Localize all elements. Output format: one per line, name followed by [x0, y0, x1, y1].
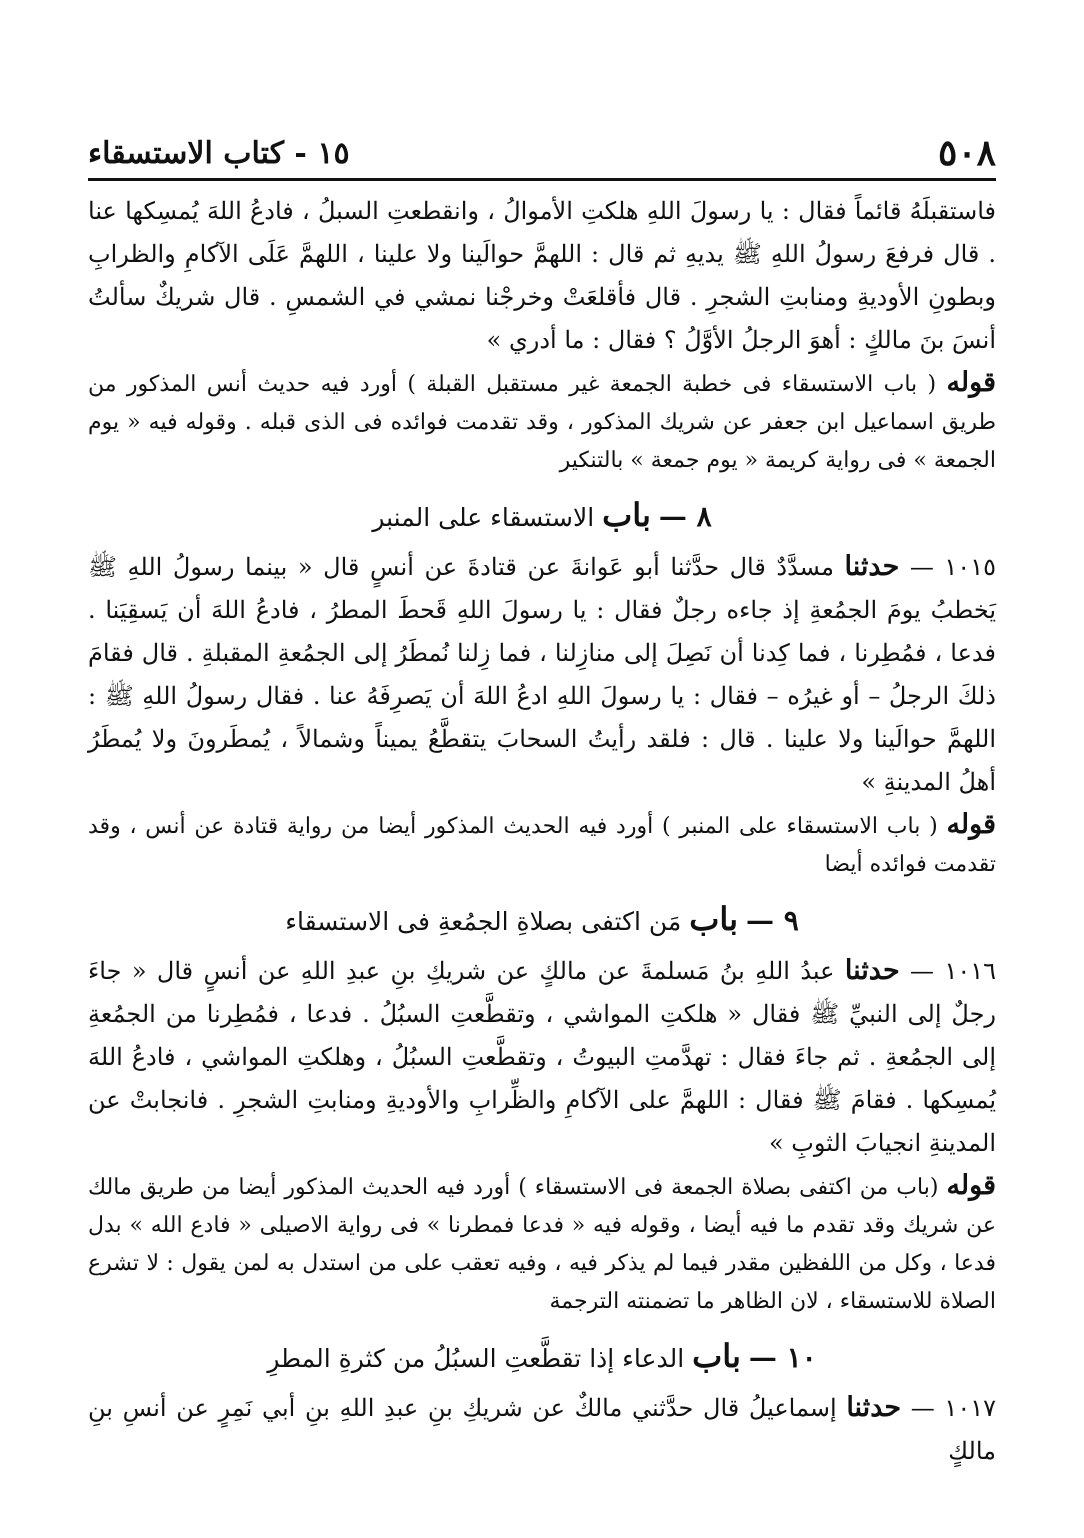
hadith-1016	[88, 949, 996, 1165]
commentary-block	[88, 1167, 996, 1321]
page-header	[88, 128, 996, 181]
hadith-1017	[88, 1386, 996, 1473]
hadith-number: ١٠١٦ —	[910, 957, 996, 985]
hadith-number: ١٠١٧ —	[910, 1394, 996, 1422]
haddathana-mark: حدثنا	[846, 1392, 902, 1423]
hadith-text: فاستقبلَهُ قائماً فقال : يا رسولَ اللهِ هلكتِ الأموالُ ، وانقطعتِ السبلُ ، فادعُ اللهَ يُمسِكها عنا . قال فرفعَ رسولُ اللهِ ﷺ يديهِ ثم قال : اللهمَّ حوالَينا ولا علينا ، اللهمَّ عَلَى الآكامِ والظرابِ وبطونِ الأوديةِ ومنابتِ الشجرِ . قال فأقلعَتْ وخرجْنا نمشي في الشمسِ . قال شريكٌ سألتُ أنسَ بنَ مالكٍ : أهوَ الرجلُ الأوَّلُ ؟ فقال : ما أدري »	[88, 197, 997, 354]
chapter-number: ٩ —	[746, 904, 799, 937]
commentary-lead: قوله	[946, 367, 996, 398]
chapter-word: باب	[689, 900, 739, 938]
chapter-heading-8	[88, 492, 996, 541]
hadith-text: عبدُ اللهِ بنُ مَسلمةَ عن مالكٍ عن شريكِ بنِ عبدِ اللهِ عن أنسٍ قال « جاءَ رجلٌ إلى النبيِّ ﷺ فقال « هلكتِ المواشي ، وتقطَّعتِ السبُلُ . فدعا ، فمُطِرنا من الجمُعةِ إلى الجمُعةِ . ثم جاءَ فقال : تهدَّمتِ البيوتُ ، وتقطَّعتِ السبُلُ ، وهلكتِ المواشي ، فادعُ اللهَ يُمسِكها . فقامَ ﷺ فقال : اللهمَّ على الآكامِ والظِّرابِ والأوديةِ ومنابتِ الشجرِ . فانجابتْ عن المدينةِ انجيابَ الثوبِ »	[88, 957, 996, 1157]
commentary-text: ( باب الاستسقاء على المنبر ) أورد فيه الحديث المذكور أيضا من رواية قتادة عن أنس ، وقد تقدمت فوائده أيضا	[88, 814, 996, 877]
chapter-heading-10	[88, 1333, 996, 1382]
hadith-text: إسماعيلُ قال حدَّثني مالكٌ عن شريكِ بنِ عبدِ اللهِ بنِ أبي نَمِرٍ عن أنسِ بنِ مالكٍ	[88, 1394, 996, 1465]
chapter-title: الدعاء إذا تقطَّعتِ السبُلُ من كثرةِ المطرِ	[267, 1344, 685, 1373]
running-title: ١٥ - كتاب الاستسقاء	[88, 135, 350, 171]
chapter-heading-9	[88, 896, 996, 945]
haddathana-mark: حدثنا	[844, 955, 900, 986]
commentary-text: ( باب الاستسقاء فى خطبة الجمعة غير مستقبل القبلة ) أورد فيه حديث أنس المذكور من طريق اسماعيل ابن جعفر عن شريك المذكور ، وقد تقدمت فوائده فى الذى قبله . وقوله فيه « يوم الجمعة » فى رواية كريمة « يوم جمعة » بالتنكير	[88, 372, 996, 473]
commentary-lead: قوله	[946, 809, 996, 840]
chapter-number: ١٠ —	[748, 1341, 817, 1374]
hadith-1014-continuation	[88, 190, 996, 362]
commentary-lead: قوله	[946, 1170, 996, 1201]
commentary-text: (باب من اكتفى بصلاة الجمعة فى الاستسقاء ) أورد فيه الحديث المذكور أيضا من طريق مالك عن شريك وقد تقدم ما فيه أيضا ، وقوله فيه « فدعا فمطرنا » فى رواية الاصيلى « فادع الله » بدل فدعا ، وكل من اللفظين مقدر فيما لم يذكر فيه ، وفيه تعقب على من استدل به لمن يقول : لا تشرع الصلاة للاستسقاء ، لان الظاهر ما تضمنته الترجمة	[88, 1175, 996, 1314]
haddathana-mark: حدثنا	[844, 551, 900, 582]
chapter-word: باب	[692, 1337, 741, 1375]
hadith-1015	[88, 545, 996, 804]
page-body	[88, 190, 996, 1473]
commentary-block	[88, 364, 996, 480]
chapter-number: ٨ —	[658, 500, 712, 533]
hadith-number: ١٠١٥ —	[909, 553, 996, 581]
chapter-title: مَن اكتفى بصلاةِ الجمُعةِ فى الاستسقاء	[285, 907, 682, 936]
hadith-text: مسدَّدٌ قال حدَّثنا أبو عَوانةَ عن قتادةَ عن أنسٍ قال « بينما رسولُ اللهِ ﷺ يَخطبُ يومَ الجمُعةِ إذ جاءه رجلٌ فقال : يا رسولَ اللهِ قَحطَ المطرُ ، فادعُ اللهَ أن يَسقِيَنا . فدعا ، فمُطِرنا ، فما كِدنا أن نَصِلَ إلى منازِلنا ، فما زِلنا نُمطَرُ إلى الجمُعةِ المقبلةِ . قال فقامَ ذلكَ الرجلُ – أو غيرُه – فقال : يا رسولَ اللهِ ادعُ اللهَ أن يَصرِفَهُ عنا . فقال رسولُ اللهِ ﷺ : اللهمَّ حوالَينا ولا علينا . قال : فلقد رأيتُ السحابَ يتقطَّعُ يميناً وشمالاً ، يُمطَرونَ ولا يُمطَرُ أهلُ المدينةِ »	[88, 553, 996, 796]
chapter-word: باب	[602, 496, 651, 534]
chapter-title: الاستسقاء على المنبر	[372, 503, 595, 532]
page-number: ٥٠٨	[937, 132, 996, 174]
commentary-block	[88, 806, 996, 884]
